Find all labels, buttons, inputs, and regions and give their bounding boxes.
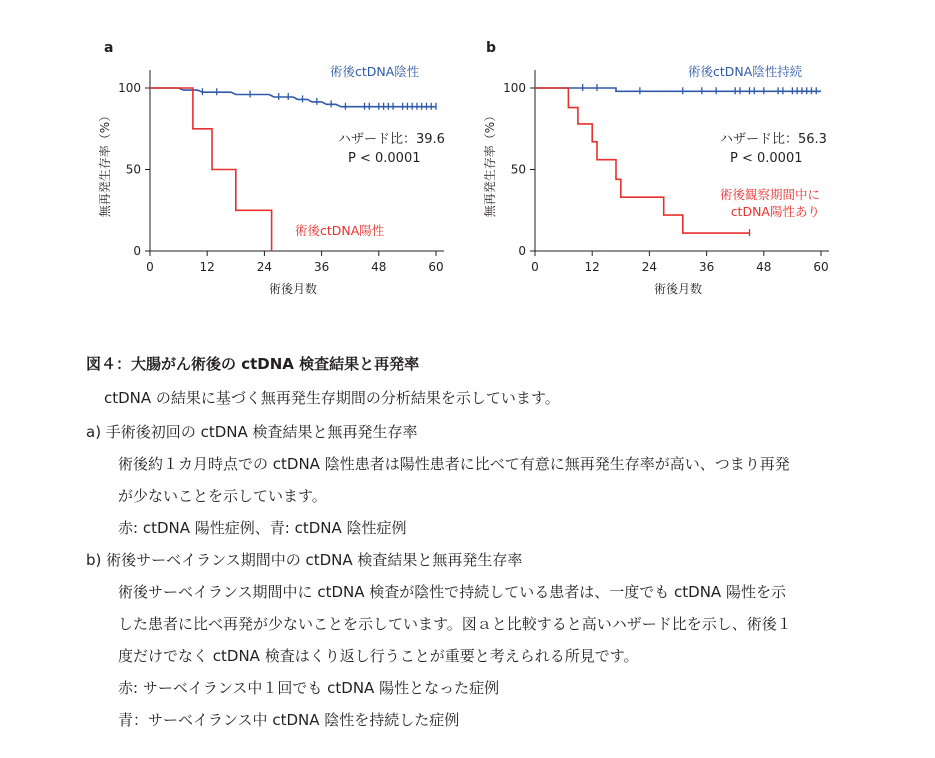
panel-b-p-value: P < 0.0001 xyxy=(730,151,803,166)
panel-a-hazard-ratio: ハザード比：39.6 xyxy=(338,132,445,147)
panel-b-hazard-ratio: ハザード比：56.3 xyxy=(720,132,827,147)
panel-b-label: b xyxy=(486,40,497,56)
caption-title: 図４：大腸がん術後の ctDNA 検査結果と再発率 xyxy=(86,355,420,373)
panel-b-x-tick-label: 36 xyxy=(698,260,715,274)
panel-a-x-axis-title: 術後月数 xyxy=(268,282,318,296)
caption-b-text-1: 術後サーベイランス期間中に ctDNA 検査が陰性で持続している患者は、一度でも ctDNA 陽性を示 xyxy=(118,583,786,601)
panel-b-y-tick-label: 0 xyxy=(518,244,526,258)
panel-b-x-axis-title: 術後月数 xyxy=(653,282,703,296)
panel-a-x-tick-label: 0 xyxy=(146,260,154,274)
panel-b-x-tick-label: 48 xyxy=(756,260,772,274)
panel-b-y-axis-title: 無再発生存率（%） xyxy=(483,109,497,218)
panel-b-x-tick-label: 12 xyxy=(584,260,600,274)
panel-a-x-tick-label: 60 xyxy=(428,260,444,274)
panel-a-x-tick-label: 36 xyxy=(313,260,330,274)
caption-b-legend-blue: 青：サーベイランス中 ctDNA 陰性を持続した症例 xyxy=(118,711,460,729)
panel-b-x-tick-label: 24 xyxy=(641,260,658,274)
panel-a-red-curve xyxy=(150,88,272,251)
panel-a-label: a xyxy=(104,40,114,56)
caption-intro: ctDNA の結果に基づく無再発生存期間の分析結果を示しています。 xyxy=(104,389,560,407)
panel-b-y-tick-label: 50 xyxy=(510,162,526,177)
caption-a-text-1: 術後約１カ月時点での ctDNA 陰性患者は陽性患者に比べて有意に無再発生存率が高い、つまり再発 xyxy=(118,455,790,473)
panel-a-x-tick-label: 24 xyxy=(256,260,273,274)
caption-b-text-2: した患者に比べ再発が少ないことを示しています。図ａと比較すると高いハザード比を示し、術後１ xyxy=(118,615,792,633)
panel-a-x-tick-label: 12 xyxy=(199,260,215,274)
panel-a-y-axis-title: 無再発生存率（%） xyxy=(98,109,112,218)
caption-b-heading: b) 術後サーベイランス期間中の ctDNA 検査結果と無再発生存率 xyxy=(86,551,523,569)
panel-b-red-curve xyxy=(535,88,750,233)
caption-a-text-2: が少ないことを示しています。 xyxy=(118,487,327,505)
caption-b-text-3: 度だけでなく ctDNA 検査はくり返し行うことが重要と考えられる所見です。 xyxy=(118,647,639,665)
panel-b-blue-legend: 術後ctDNA陰性持続 xyxy=(688,64,803,79)
panel-b-y-tick-label: 100 xyxy=(503,81,526,95)
panel-b-red-legend-line1: 術後観察期間中に xyxy=(719,187,820,202)
charts-figure xyxy=(0,0,935,310)
panel-b-x-tick-label: 60 xyxy=(813,260,829,274)
caption-a-heading: a) 手術後初回の ctDNA 検査結果と無再発生存率 xyxy=(86,423,418,441)
panel-b-x-tick-label: 0 xyxy=(531,260,539,274)
panel-a-y-tick-label: 0 xyxy=(133,244,141,258)
panel-a-p-value: P < 0.0001 xyxy=(348,151,421,166)
panel-b-red-legend-line2: ctDNA陽性あり xyxy=(730,204,820,219)
panel-a-y-tick-label: 100 xyxy=(118,81,141,95)
panel-a-red-legend: 術後ctDNA陽性 xyxy=(295,223,385,238)
panel-a-x-tick-label: 48 xyxy=(371,260,387,274)
panel-a-blue-legend: 術後ctDNA陰性 xyxy=(330,64,420,79)
caption-b-legend-red: 赤: サーベイランス中１回でも ctDNA 陽性となった症例 xyxy=(118,679,500,697)
panel-a-y-tick-label: 50 xyxy=(125,162,141,177)
caption-a-legend: 赤: ctDNA 陽性症例、青: ctDNA 陰性症例 xyxy=(118,519,407,537)
